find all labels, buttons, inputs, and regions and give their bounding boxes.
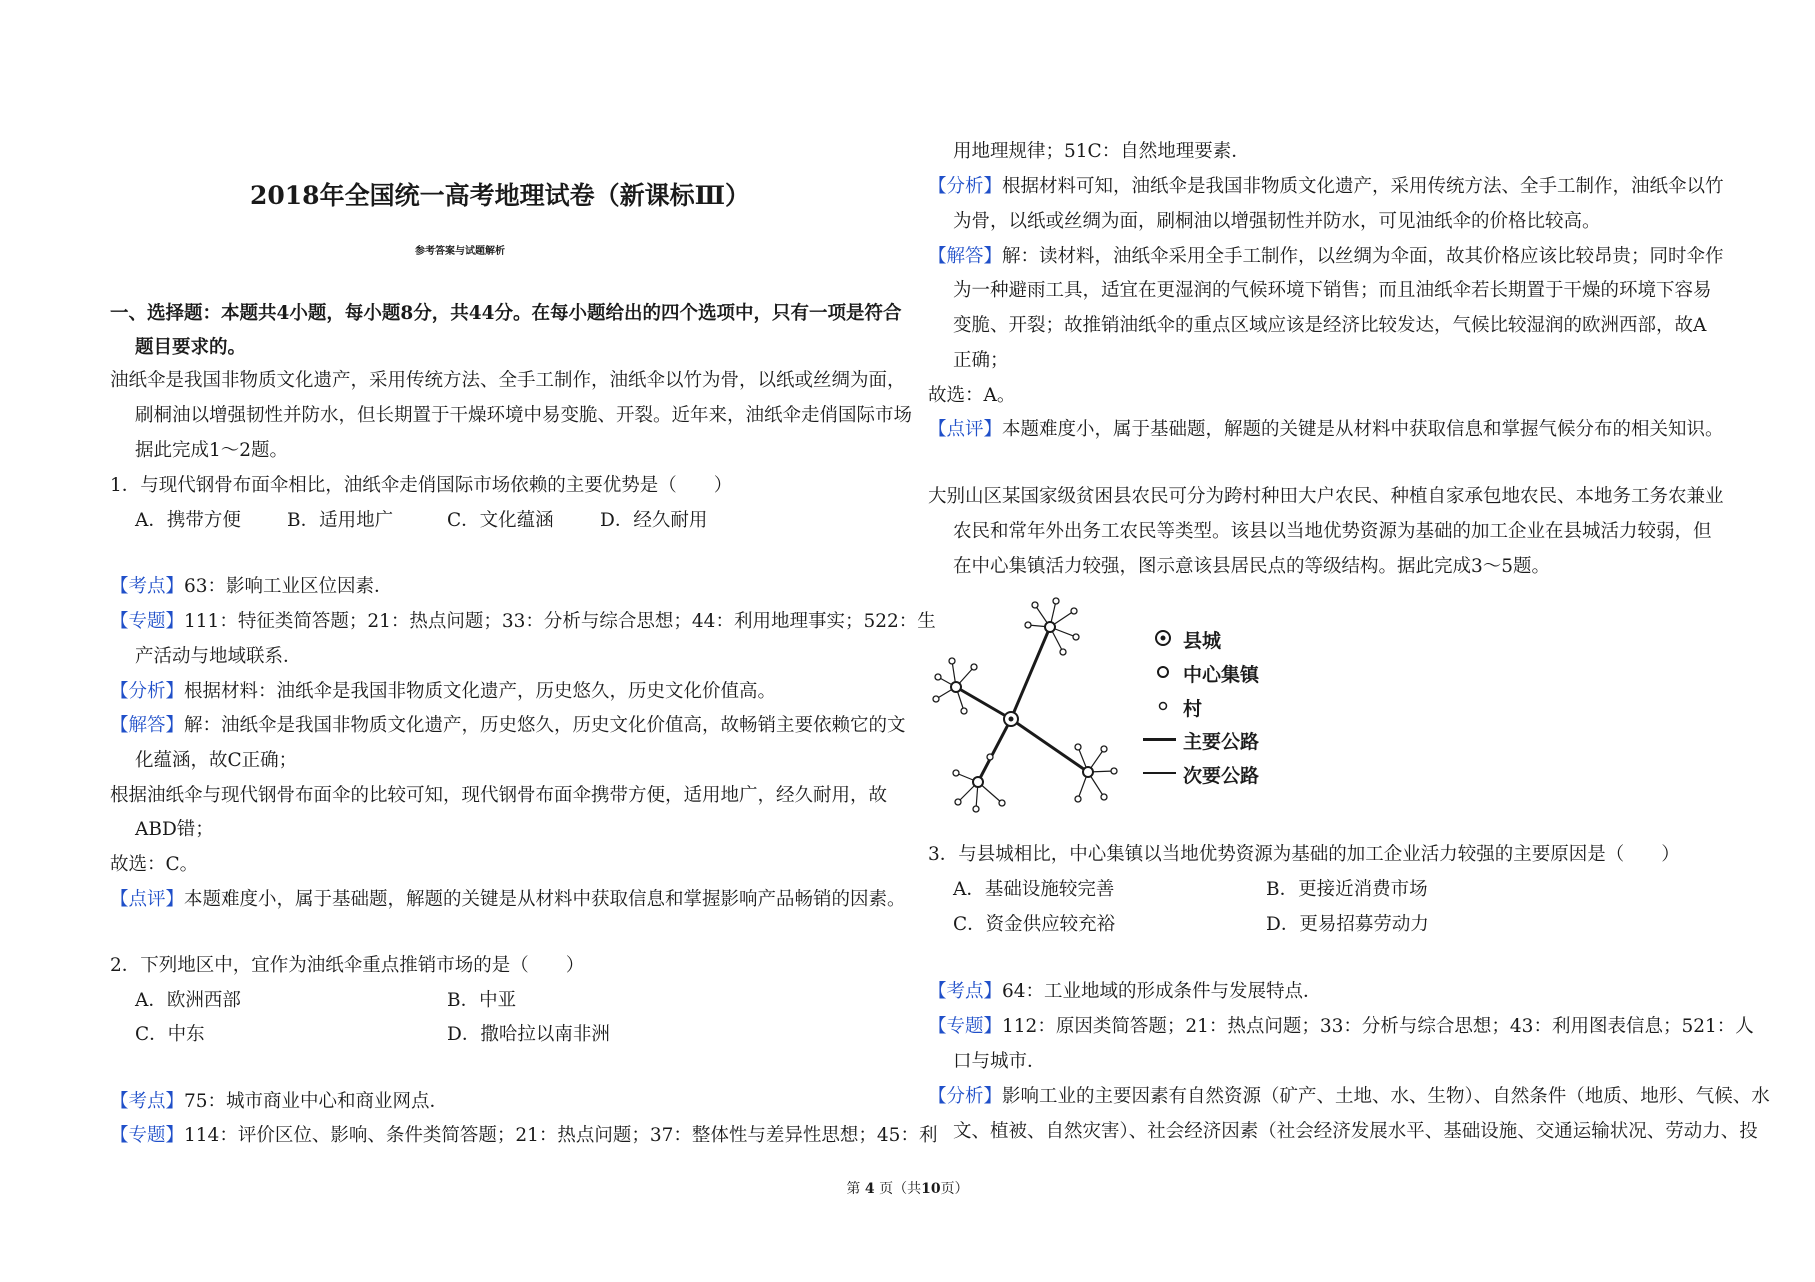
- village-marker: [987, 754, 993, 760]
- village-marker: [1032, 602, 1038, 608]
- question-2-stem: 2．下列地区中，宜作为油纸伞重点推销市场的是（ ）: [110, 955, 585, 976]
- village-marker: [1073, 634, 1079, 640]
- village-marker: [933, 696, 939, 702]
- legend-main-road: 主要公路: [1183, 731, 1260, 753]
- jieda-text-cont: 正确；: [953, 350, 1009, 371]
- question-2-option-a: A．欧洲西部: [135, 990, 241, 1011]
- question-3-stem: 3．与县城相比，中心集镇以当地优势资源为基础的加工企业活力较强的主要原因是（ ）: [928, 844, 1680, 865]
- zhuanti-row: [110, 610, 936, 634]
- jieda-text-cont: 变脆、开裂；故推销油纸伞的重点区域应该是经济比较发达，气候比较湿润的欧洲西部，故A: [953, 315, 1707, 336]
- fenxi-text: 根据材料：油纸伞是我国非物质文化遗产，历史悠久，历史文化价值高。: [184, 681, 777, 702]
- fenxi-tag: 【分析】: [928, 1086, 1003, 1107]
- dianping-text: 本题难度小，属于基础题，解题的关键是从材料中获取信息和掌握气候分布的相关知识。: [1002, 419, 1724, 440]
- kaodian-row: [110, 1090, 448, 1114]
- main-road: [1011, 627, 1050, 719]
- question-1-option-c: C．文化蕴涵: [447, 510, 554, 531]
- question-1-option-a: A．携带方便: [135, 510, 241, 531]
- fenxi-row: [110, 680, 776, 704]
- fenxi-text-cont: 文、植被、自然灾害）、社会经济因素（社会经济发展水平、基础设施、交通运输状况、劳动力、投: [953, 1121, 1758, 1142]
- village-marker: [973, 806, 979, 812]
- kaodian-text: 64：工业地域的形成条件与发展特点．: [1002, 981, 1322, 1002]
- question-1-stem: 1．与现代钢骨布面伞相比，油纸伞走俏国际市场依赖的主要优势是（ ）: [110, 475, 733, 496]
- passage-line: 据此完成1～2题。: [135, 440, 289, 461]
- village-marker: [1075, 744, 1081, 750]
- passage-line: 农民和常年外出务工农民等类型。该县以当地优势资源为基础的加工企业在县城活力较弱，但: [953, 521, 1712, 542]
- page-footer: [0, 1178, 1815, 1198]
- legend-village: 村: [1183, 698, 1203, 720]
- fenxi-row: [928, 1085, 1770, 1109]
- question-3-option-b: B．更接近消费市场: [1266, 879, 1428, 900]
- question-3-option-a: A．基础设施较完善: [953, 879, 1115, 900]
- jieda-text-cont: ABD错；: [135, 819, 214, 840]
- footer-mid: 页（共: [879, 1181, 922, 1197]
- kaodian-text: 75：城市商业中心和商业网点．: [184, 1091, 449, 1112]
- legend-central-town: 中心集镇: [1183, 664, 1260, 686]
- kaodian-tag: 【考点】: [928, 981, 1003, 1002]
- dianping-tag: 【点评】: [928, 419, 1003, 440]
- section-heading: 题目要求的。: [135, 337, 247, 358]
- village-marker: [949, 658, 955, 664]
- zhuanti-tag: 【专题】: [928, 1016, 1003, 1037]
- zhuanti-text-cont: 口与城市．: [953, 1051, 1046, 1072]
- passage-line: 大别山区某国家级贫困县农民可分为跨村种田大户农民、种植自家承包地农民、本地务工务农兼业: [928, 486, 1724, 507]
- question-3-option-c: C．资金供应较充裕: [953, 914, 1116, 935]
- zhuanti-text: 111：特征类简答题；21：热点问题；33：分析与综合思想；44：利用地理事实；522：生: [184, 611, 936, 632]
- jieda-row: [110, 714, 906, 738]
- main-road-legend-icon: [1143, 738, 1176, 741]
- kaodian-tag: 【考点】: [110, 1091, 185, 1112]
- village-marker: [953, 770, 959, 776]
- dianping-text: 本题难度小，属于基础题，解题的关键是从材料中获取信息和掌握影响产品畅销的因素。: [184, 889, 906, 910]
- central-town-legend-icon: [1153, 662, 1173, 682]
- village-marker: [1025, 622, 1031, 628]
- footer-total-pages: 10: [921, 1181, 941, 1197]
- village-marker: [1071, 608, 1077, 614]
- footer-page-number: 4: [864, 1181, 875, 1197]
- zhuanti-text-cont: 用地理规律；51C：自然地理要素．: [953, 141, 1250, 162]
- passage-line: 在中心集镇活力较强，图示意该县居民点的等级结构。据此完成3～5题。: [953, 556, 1551, 577]
- central-town-marker: [1045, 622, 1055, 632]
- village-marker: [1101, 794, 1107, 800]
- central-town-marker: [973, 777, 983, 787]
- village-marker: [1053, 598, 1059, 604]
- question-1-option-d: D．经久耐用: [600, 510, 708, 531]
- fenxi-text: 根据材料可知，油纸伞是我国非物质文化遗产，采用传统方法、全手工制作，油纸伞以竹: [1002, 176, 1724, 197]
- village-marker: [1075, 796, 1081, 802]
- question-2-option-b: B．中亚: [447, 990, 517, 1011]
- passage-line: 油纸伞是我国非物质文化遗产，采用传统方法、全手工制作，油纸伞以竹为骨，以纸或丝绸为面，: [110, 370, 906, 391]
- county-town-marker-dot: [1009, 717, 1014, 722]
- kaodian-tag: 【考点】: [110, 576, 185, 597]
- village-marker: [999, 800, 1005, 806]
- question-2-option-d: D．撒哈拉以南非洲: [447, 1024, 610, 1045]
- passage-line: 刷桐油以增强韧性并防水，但长期置于干燥环境中易变脆、开裂。近年来，油纸伞走俏国际市场: [135, 405, 913, 426]
- fenxi-text: 影响工业的主要因素有自然资源（矿产、土地、水、生物）、自然条件（地质、地形、气候、水: [1002, 1086, 1770, 1107]
- kaodian-text: 63：影响工业区位因素．: [184, 576, 393, 597]
- village-marker: [1111, 768, 1117, 774]
- jieda-row: [928, 245, 1724, 269]
- answer-line: 故选：A。: [928, 385, 1016, 406]
- jieda-text-cont: 为一种避雨工具，适宜在更湿润的气候环境下销售；而且油纸伞若长期置于干燥的环境下容易: [953, 280, 1712, 301]
- jieda-tag: 【解答】: [928, 246, 1003, 267]
- jieda-text: 解：油纸伞是我国非物质文化遗产，历史悠久，历史文化价值高，故畅销主要依赖它的文: [184, 715, 906, 736]
- fenxi-text-cont: 为骨，以纸或丝绸为面，刷桐油以增强韧性并防水，可见油纸伞的价格比较高。: [953, 211, 1601, 232]
- village-marker: [961, 708, 967, 714]
- settlement-hierarchy-figure: [928, 597, 1278, 837]
- fenxi-row: [928, 175, 1724, 199]
- secondary-road-legend-icon: [1143, 772, 1176, 774]
- fenxi-tag: 【分析】: [928, 176, 1003, 197]
- central-town-marker: [1083, 767, 1093, 777]
- village-legend-icon: [1153, 696, 1173, 716]
- village-marker: [935, 674, 941, 680]
- zhuanti-text: 114：评价区位、影响、条件类简答题；21：热点问题；37：整体性与差异性思想；45：利: [184, 1125, 938, 1146]
- section-heading: 一、选择题：本题共4小题，每小题8分，共44分。在每小题给出的四个选项中，只有一项是符合: [110, 303, 902, 324]
- village-marker: [955, 799, 961, 805]
- village-marker: [1101, 746, 1107, 752]
- question-3-option-d: D．更易招募劳动力: [1266, 914, 1429, 935]
- jieda-text: 解：读材料，油纸伞采用全手工制作，以丝绸为伞面，故其价格应该比较昂贵；同时伞作: [1002, 246, 1724, 267]
- dianping-tag: 【点评】: [110, 889, 185, 910]
- question-2-option-c: C．中东: [135, 1024, 205, 1045]
- zhuanti-tag: 【专题】: [110, 611, 185, 632]
- county-town-legend-icon: [1153, 628, 1173, 648]
- zhuanti-row: [928, 1015, 1754, 1039]
- kaodian-row: [110, 575, 393, 599]
- central-town-marker: [951, 682, 961, 692]
- legend-secondary-road: 次要公路: [1183, 765, 1260, 787]
- jieda-text-cont: 根据油纸伞与现代钢骨布面伞的比较可知，现代钢骨布面伞携带方便，适用地广，经久耐用，故: [110, 785, 888, 806]
- zhuanti-row: [110, 1124, 937, 1148]
- fenxi-tag: 【分析】: [110, 681, 185, 702]
- footer-prefix: 第: [846, 1181, 861, 1197]
- page-title: 2018年全国统一高考地理试卷（新课标Ⅲ）: [250, 181, 751, 210]
- zhuanti-text: 112：原因类简答题；21：热点问题；33：分析与综合思想；43：利用图表信息；521：人: [1002, 1016, 1754, 1037]
- jieda-tag: 【解答】: [110, 715, 185, 736]
- answer-line: 故选：C。: [110, 854, 199, 875]
- footer-suffix: 页）: [940, 1181, 969, 1197]
- dianping-row: [110, 888, 906, 912]
- village-marker: [1060, 649, 1066, 655]
- dianping-row: [928, 418, 1724, 442]
- page-subtitle: 参考答案与试题解析: [415, 246, 505, 257]
- jieda-text-cont: 化蕴涵，故C正确；: [135, 750, 298, 771]
- legend-county-town: 县城: [1183, 630, 1222, 652]
- zhuanti-tag: 【专题】: [110, 1125, 185, 1146]
- zhuanti-text-cont: 产活动与地域联系．: [135, 646, 302, 667]
- kaodian-row: [928, 980, 1322, 1004]
- village-marker: [971, 664, 977, 670]
- question-1-option-b: B．适用地广: [287, 510, 394, 531]
